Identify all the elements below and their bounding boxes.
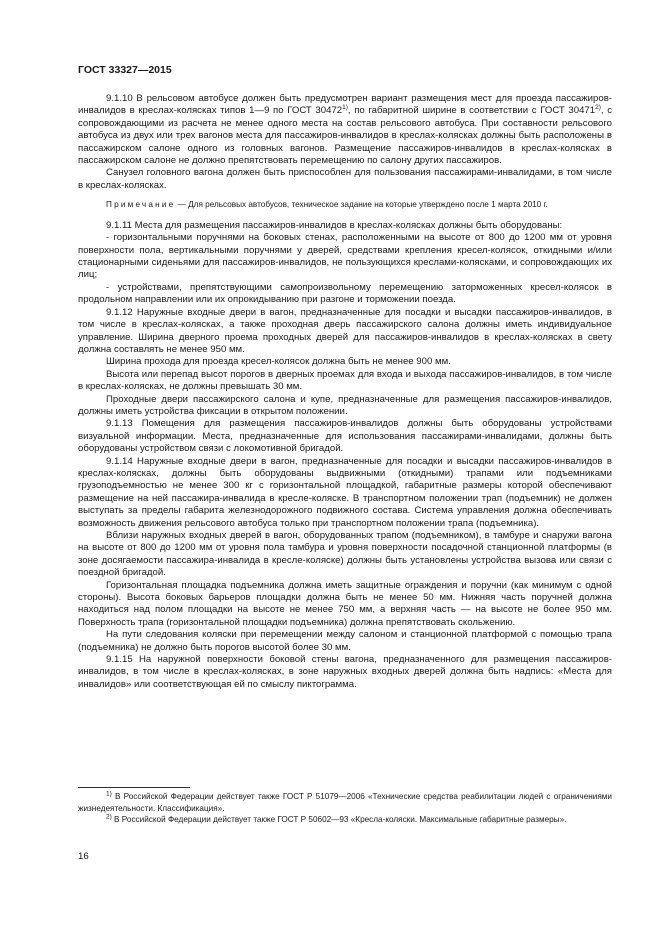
document-header: ГОСТ 33327—2015 bbox=[78, 64, 172, 76]
footnote-mark: 2) bbox=[106, 813, 112, 821]
note bbox=[78, 199, 612, 211]
paragraph-text: , с сопровождающими из расчета не менее одного места на состав рельсового автобуса. При составности рельсового автобуса из двух или трех вагонов места для пассажиров-инвалидов в креслах-колясках должны быть расположены в пассажирском салоне одного из головных вагонов. Размещение пассажиров-инвалидов в креслах-колясках в пассажирском салоне не должно препятствовать перемещению по салону других пассажиров. bbox=[78, 105, 612, 167]
paragraph-9-1-12: 9.1.12 Наружные входные двери в вагон, предназначенные для посадки и высадки пассажиров-инвалидов, в том числе в креслах-колясках, а также проходная дверь пассажирского салона должны иметь индивидуальное управление. Ширина дверного проема проходных дверей для пассажиров-инвалидов в креслах-колясках в свету должна составлять не менее 950 мм. bbox=[78, 306, 612, 355]
note-text: — Для рельсовых автобусов, техническое задание на которые утверждено после 1 марта 2010 г. bbox=[175, 200, 548, 210]
footnote-divider bbox=[78, 787, 190, 788]
paragraph-9-1-14: 9.1.14 Наружные входные двери в вагон, предназначенные для посадки и высадки пассажиров-инвалидов в креслах-колясках, должны быть оборудованы выдвижными (откидными) трапами или подъемниками грузоподъемностью не менее 300 кг с горизонтальной площадкой, габаритные размеры которой обеспечивают размещение на ней пассажира-инвалида в кресле-коляске. В транспортном положении трап (подъемник) не должен выступать за пределы габарита железнодорожного подвижного состава. Система управления должна обеспечивать возможность движения рельсового автобуса только при транспортном положении трапа (подъемника). bbox=[78, 455, 612, 529]
paragraph: Высота или перепад высот порогов в дверных проемах для входа и выхода пассажиров-инвалидов, в том числе в креслах-колясках, не должны превышать 30 мм. bbox=[78, 368, 612, 393]
paragraph-9-1-10 bbox=[78, 93, 612, 167]
document-body bbox=[78, 93, 612, 691]
footnote-1 bbox=[78, 791, 612, 814]
paragraph-text: , по габаритной ширине в соответствии с ГОСТ 30471 bbox=[347, 105, 596, 117]
footnote-2 bbox=[78, 814, 612, 826]
paragraph: Проходные двери пассажирского салона и купе, предназначенные для размещения пассажиров-инвалидов, должны иметь устройства фиксации в открытом положении. bbox=[78, 393, 612, 417]
footnote-ref: 2) bbox=[595, 104, 601, 112]
list-item: - устройствами, препятствующими самопроизвольному перемещению заторможенных кресел-колясок в продольном направлении или их опрокидыванию при разгоне и торможении поезда. bbox=[78, 281, 612, 306]
paragraph: Ширина прохода для проезда кресел-колясок должна быть не менее 900 мм. bbox=[106, 356, 451, 368]
footnote-ref: 1) bbox=[342, 104, 348, 112]
list-item: - горизонтальными поручнями на боковых стенах, расположенными на высоте от 800 до 1200 мм от уровня поверхности пола, вертикальными поручнями у дверей, средствами крепления кресел-колясок, откидными и/или стационарными сиденьями для пассажиров-инвалидов, не пользующихся креслами-колясками, и сопровождающих их лиц; bbox=[78, 232, 612, 281]
page-number: 16 bbox=[78, 851, 89, 862]
paragraph-text: 9.1.10 В рельсовом автобусе должен быть предусмотрен вариант размещения мест для проезда пассажиров-инвалидов в креслах-колясках типов 1—9 по ГОСТ 30472 bbox=[78, 93, 612, 117]
paragraph-9-1-13: 9.1.13 Помещения для размещения пассажиров-инвалидов должны быть оборудованы устройствами визуальной информации. Места, предназначенные для использования пассажирами-инвалидами, должны быть оборудованы устройством связи с локомотивной бригадой. bbox=[78, 418, 612, 455]
note-label: Примечание bbox=[106, 200, 176, 210]
paragraph: На пути следования коляски при перемещении между салоном и станционной платформой с помощью трапа (подъемника) не должно быть порогов высотой более 30 мм. bbox=[78, 629, 612, 653]
paragraph: Вблизи наружных входных дверей в вагон, оборудованных трапом (подъемником), в тамбуре и снаружи вагона на высоте от 800 до 1200 мм от уровня пола тамбура и уровня поверхности посадочной станционной платформы (в зоне досягаемости пассажира-инвалида в кресле-коляске) должны быть установлены устройства вызова или связи с поездной бригадой. bbox=[78, 530, 612, 579]
paragraph-sanuzel: Санузел головного вагона должен быть приспособлен для пользования пассажирами-инвалидами, в том числе в креслах-колясках. bbox=[78, 167, 612, 191]
paragraph-9-1-11: 9.1.11 Места для размещения пассажиров-инвалидов в креслах-колясках должны быть оборудованы: bbox=[106, 219, 563, 231]
paragraph: Горизонтальная площадка подъемника должна иметь защитные ограждения и поручни (как минимум с одной стороны). Высота боковых барьеров площадки должна быть не менее 50 мм. Нижняя часть поручней должна находиться над полом площадки на высоте не менее 750 мм, а верхняя часть — на высоте не более 950 мм. Поверхность трапа (горизонтальной площадки подъемника) должна препятствовать скольжению. bbox=[78, 579, 612, 628]
footnotes bbox=[78, 791, 612, 826]
footnote-text: В Российской Федерации действует также ГОСТ Р 51079—2006 «Технические средства реабилитации людей с ограничениями жизнедеятельности. Классификация». bbox=[78, 792, 612, 813]
paragraph-9-1-15: 9.1.15 На наружной поверхности боковой стены вагона, предназначенного для размещения пассажиров-инвалидов, в том числе в креслах-колясках, в зоне наружных входных дверей должна быть надпись: «Места для инвалидов» или соответствующая ей по смыслу пиктограмма. bbox=[78, 654, 612, 690]
footnote-mark: 1) bbox=[106, 790, 112, 798]
footnote-text: В Российской Федерации действует также ГОСТ Р 50602—93 «Кресла-коляски. Максимальные габаритные размеры». bbox=[111, 815, 567, 825]
